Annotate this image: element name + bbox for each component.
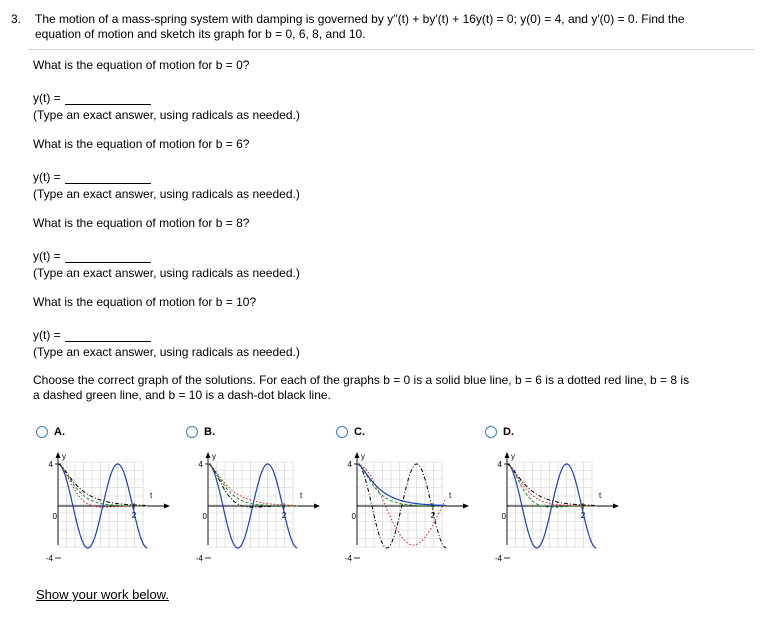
origin-label: 0 bbox=[202, 512, 207, 521]
graph-prompt-line-1: Choose the correct graph of the solutions. For each of the graphs b = 0 is a solid blue line, b = 6 is a dotted red line, b = 8 is bbox=[33, 373, 690, 387]
origin-label: 0 bbox=[501, 512, 506, 521]
y-max-label: 4 bbox=[497, 460, 502, 469]
y-min-label: -4 bbox=[45, 554, 53, 563]
answer-row-b0 bbox=[33, 91, 151, 105]
option-b[interactable] bbox=[186, 426, 215, 438]
answer-row-b6 bbox=[33, 170, 151, 184]
x-axis-arrow-icon bbox=[463, 504, 469, 509]
answer-input-b10[interactable] bbox=[65, 328, 151, 342]
y-min-label: -4 bbox=[195, 554, 203, 563]
x-axis-arrow-icon bbox=[164, 504, 170, 509]
answer-label: y(t) = bbox=[33, 91, 61, 105]
hint-b8: (Type an exact answer, using radicals as needed.) bbox=[33, 266, 300, 280]
hint-b10: (Type an exact answer, using radicals as needed.) bbox=[33, 345, 300, 359]
y-max-label: 4 bbox=[48, 460, 53, 469]
y-max-label: 4 bbox=[347, 460, 352, 469]
x-tick-label: 2 bbox=[131, 511, 137, 520]
divider bbox=[28, 49, 754, 50]
x-axis-arrow-icon bbox=[613, 504, 619, 509]
answer-row-b10 bbox=[33, 328, 151, 342]
origin-label: 0 bbox=[52, 512, 57, 521]
y-min-label: -4 bbox=[494, 554, 502, 563]
y-max-label: 4 bbox=[198, 460, 203, 469]
answer-label: y(t) = bbox=[33, 249, 61, 263]
option-d[interactable] bbox=[485, 426, 514, 438]
x-tick-label: 2 bbox=[580, 511, 586, 520]
show-work-link[interactable]: Show your work below. bbox=[36, 587, 169, 602]
answer-label: y(t) = bbox=[33, 170, 61, 184]
answer-row-b8 bbox=[33, 249, 151, 263]
y-axis-label: y bbox=[361, 452, 365, 461]
option-b-label: B. bbox=[204, 426, 215, 438]
question-number: 3. bbox=[11, 12, 22, 26]
hint-b6: (Type an exact answer, using radicals as needed.) bbox=[33, 187, 300, 201]
graph-option-c[interactable] bbox=[333, 448, 453, 563]
radio-a[interactable] bbox=[36, 426, 48, 438]
y-axis-arrow-icon bbox=[56, 452, 61, 458]
answer-input-b8[interactable] bbox=[65, 249, 151, 263]
t-axis-label: t bbox=[150, 491, 153, 500]
answer-input-b0[interactable] bbox=[65, 91, 151, 105]
y-min-label: -4 bbox=[344, 554, 352, 563]
prompt-line-2: equation of motion and sketch its graph for b = 0, 6, 8, and 10. bbox=[35, 27, 366, 41]
prompt-line-1: The motion of a mass-spring system with damping is governed by y′′(t) + by′(t) + 16y(t) = 0; y(0) = 4, and y′(0) = 0. Find the bbox=[35, 12, 685, 26]
graph-option-b[interactable] bbox=[184, 448, 304, 563]
t-axis-label: t bbox=[449, 491, 452, 500]
y-axis-label: y bbox=[62, 452, 66, 461]
graph-prompt-line-2: a dashed green line, and b = 10 is a dash-dot black line. bbox=[33, 388, 331, 402]
option-c-label: C. bbox=[354, 426, 365, 438]
graph-option-a[interactable] bbox=[34, 448, 154, 563]
radio-d[interactable] bbox=[485, 426, 497, 438]
t-axis-label: t bbox=[300, 491, 303, 500]
y-axis-arrow-icon bbox=[355, 452, 360, 458]
graph-option-d[interactable] bbox=[483, 448, 603, 563]
grid bbox=[208, 462, 293, 548]
origin-label: 0 bbox=[351, 512, 356, 521]
part-question-b10: What is the equation of motion for b = 10? bbox=[33, 295, 257, 309]
y-axis-label: y bbox=[511, 452, 515, 461]
question-prompt bbox=[35, 12, 755, 42]
x-axis-arrow-icon bbox=[314, 504, 320, 509]
hint-b0: (Type an exact answer, using radicals as needed.) bbox=[33, 108, 300, 122]
option-c[interactable] bbox=[336, 426, 365, 438]
radio-b[interactable] bbox=[186, 426, 198, 438]
answer-label: y(t) = bbox=[33, 328, 61, 342]
part-question-b8: What is the equation of motion for b = 8? bbox=[33, 216, 250, 230]
part-question-b6: What is the equation of motion for b = 6? bbox=[33, 137, 250, 151]
part-question-b0: What is the equation of motion for b = 0? bbox=[33, 58, 250, 72]
y-axis-arrow-icon bbox=[505, 452, 510, 458]
y-axis-arrow-icon bbox=[206, 452, 211, 458]
option-a[interactable] bbox=[36, 426, 65, 438]
radio-c[interactable] bbox=[336, 426, 348, 438]
option-a-label: A. bbox=[54, 426, 65, 438]
t-axis-label: t bbox=[599, 491, 602, 500]
x-tick-label: 2 bbox=[281, 511, 287, 520]
graph-choice-prompt bbox=[33, 373, 748, 403]
answer-input-b6[interactable] bbox=[65, 170, 151, 184]
x-tick-label: 2 bbox=[430, 511, 436, 520]
option-d-label: D. bbox=[503, 426, 514, 438]
y-axis-label: y bbox=[212, 452, 216, 461]
